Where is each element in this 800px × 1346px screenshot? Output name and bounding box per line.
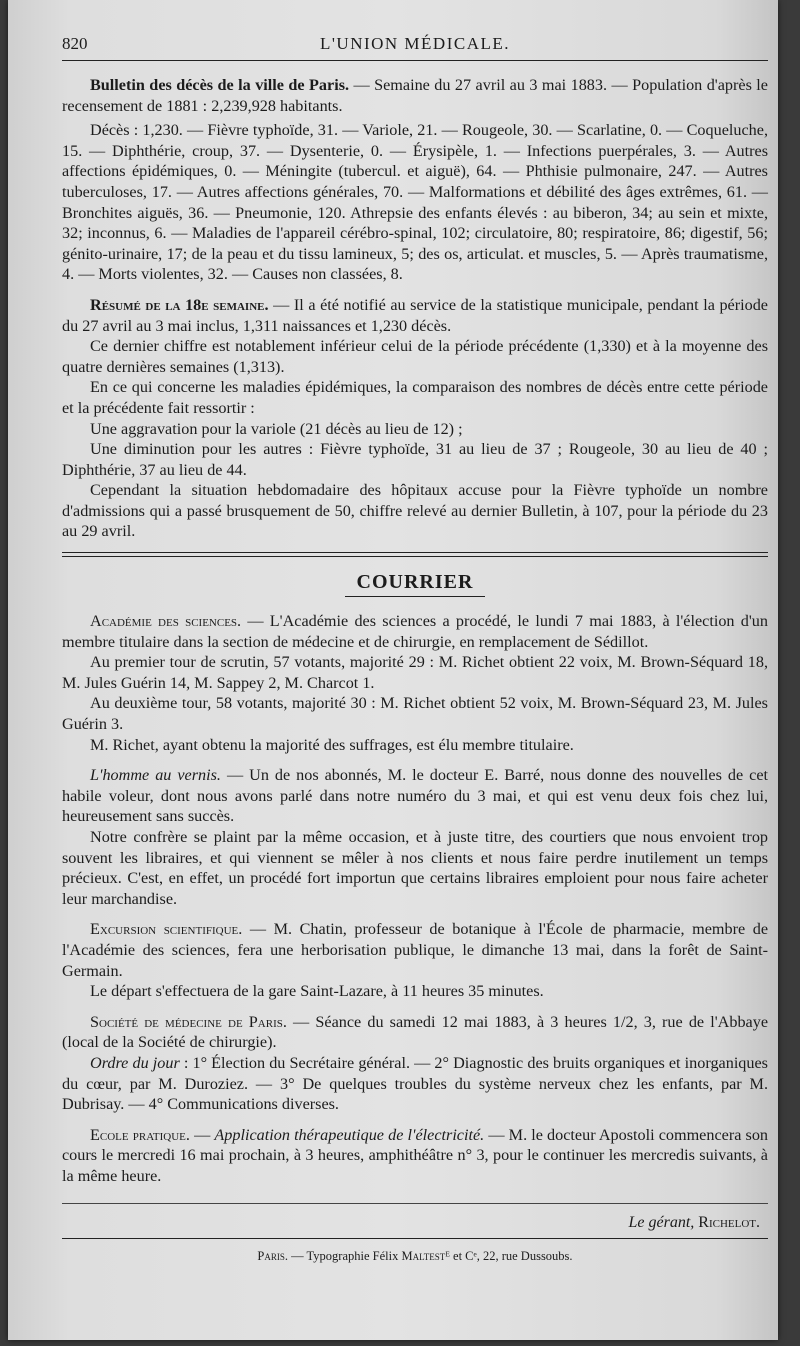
societe-p1: [62, 1012, 768, 1053]
academie-p1-text: — L'Académie des sciences a procédé, le lundi 7 mai 1883, à l'élection d'un membre titulaire dans la section de médecine et de chirurgie, en remplacement de Sédillot.: [62, 612, 768, 651]
resume-p3: En ce qui concerne les maladies épidémiques, la comparaison des nombres de décès entre cette période et la précédente fait ressortir :: [62, 378, 768, 417]
resume-label: Résumé de la 18e semaine.: [90, 295, 269, 314]
ordre-label: Ordre du jour: [90, 1053, 180, 1072]
page-sheet: [8, 0, 778, 1340]
resume-p4: Une aggravation pour la variole (21 décès au lieu de 12) ;: [90, 419, 463, 438]
imprint-text-b: et Cᵉ, 22, rue Dussoubs.: [449, 1248, 573, 1263]
page-header: [62, 28, 768, 61]
excursion-p1: [62, 919, 768, 981]
resume-p1-text: — Il a été notifié au service de la statistique municipale, pendant la période du 27 avril au 3 mai inclus, 1,311 naissances et 1,230 décès.: [62, 295, 768, 335]
homme-p2: Notre confrère se plaint par la même occasion, et à juste titre, des courtiers que nous envoient trop souvent les libraires, et qui viennent se mêler à nos clients et nous faire perdre inutilement un temps précieux. C'est, en effet, un procédé fort importun que certains libraires emploient pour nous faire acheter leur marchandise.: [62, 828, 768, 908]
signature: [62, 1214, 760, 1232]
courrier-heading: COURRIER: [345, 571, 486, 597]
excursion-p2: Le départ s'effectuera de la gare Saint-Lazare, à 11 heures 35 minutes.: [90, 982, 544, 1001]
ecole-label: Ecole pratique.: [90, 1125, 190, 1144]
societe-p1-text: — Séance du samedi 12 mai 1883, à 3 heures 1/2, 3, rue de l'Abbaye (local de la Société de chirurgie).: [62, 1012, 769, 1052]
societe-p2: [62, 1053, 768, 1115]
academie-p1: [62, 611, 768, 652]
imprint-text-a: — Typographie Félix: [288, 1248, 402, 1263]
bulletin-intro-text: — Semaine du 27 avril au 3 mai 1883. — Population d'après le recensement de 1881 : 2,239,928 habitants.: [62, 76, 768, 115]
homme-p1: [62, 765, 768, 827]
section-divider: [62, 552, 768, 557]
imprint-printer: Maltestᴱ: [401, 1248, 450, 1263]
resume-p5: Une diminution pour les autres : Fièvre typhoïde, 31 au lieu de 37 ; Rougeole, 30 au lieu de 40 ; Diphthérie, 37 au lieu de 44.: [62, 440, 768, 479]
academie-label: Académie des sciences.: [90, 612, 242, 631]
bottom-rule: [62, 1203, 768, 1204]
excursion-label: Excursion scientifique.: [90, 920, 243, 939]
ecole-p1: [62, 1125, 768, 1187]
running-title: L'UNION MÉDICALE.: [319, 34, 511, 53]
imprint-city: Paris.: [257, 1248, 289, 1263]
societe-p2-text: : 1° Élection du Secrétaire général. — 2° Diagnostic des bruits organiques et inorganiques du cœur, par M. Duroziez. — 3° De quelques troubles du système nerveux chez les enfants, par M. Dubrisay. — 4° Communications diverses.: [62, 1053, 768, 1114]
resume-p1: [62, 295, 768, 336]
courrier-heading-wrap: [62, 571, 768, 597]
imprint: [62, 1249, 768, 1264]
academie-p4: M. Richet, ayant obtenu la majorité des suffrages, est élu membre titulaire.: [90, 735, 574, 754]
excursion-p1-text: — M. Chatin, professeur de botanique à l'École de pharmacie, membre de l'Académie des sciences, fera une herborisation publique, le dimanche 13 mai, dans la forêt de Saint-Germain.: [62, 920, 768, 980]
homme-label: L'homme au vernis.: [90, 766, 221, 785]
resume-p6: Cependant la situation hebdomadaire des hôpitaux accuse pour la Fièvre typhoïde un nombre d'admissions qui a passé brusquement de 50, chiffre relevé au dernier Bulletin, à 107, pour la période du 23 au 29 avril.: [62, 481, 768, 541]
academie-p2: Au premier tour de scrutin, 57 votants, majorité 29 : M. Richet obtient 22 voix, M. Brown-Séquard 18, M. Jules Guérin 14, M. Sappey 2, M. Charcot 1.: [62, 653, 768, 692]
bulletin-deces: Décès : 1,230. — Fièvre typhoïde, 31. — Variole, 21. — Rougeole, 30. — Scarlatine, 0. — Coqueluche, 15. — Diphthérie, croup, 37. — Dysenterie, 0. — Érysipèle, 1. — Infections puerpérales, 3. — Autres affections épidémiques, 0. — Méningite (tubercul. et aiguë), 64. — Phthisie pulmonaire, 247. — Autres tuberculoses, 17. — Autres affections générales, 70. — Malformations et débilité des âges extrêmes, 61. — Bronchites aiguës, 36. — Pneumonie, 120. Athrepsie des enfants élevés : au biberon, 34; au sein et mixte, 32; inconnus, 6. — Maladies de l'appareil cérébro-spinal, 102; circulatoire, 80; respiratoire, 86; digestif, 56; génito-urinaire, 17; de la peau et du tissu lamineux, 5; des os, articulat. et muscles, 5. — Après traumatisme, 4. — Morts violentes, 32. — Causes non classées, 8.: [62, 121, 768, 284]
bulletin-intro: [62, 75, 768, 116]
academie-p3: Au deuxième tour, 58 votants, majorité 30 : M. Richet obtient 52 voix, M. Brown-Séquard 23, M. Jules Guérin 3.: [62, 694, 768, 734]
page-content: [62, 28, 768, 1264]
ecole-p1-text: — M. le docteur Apostoli commencera son cours le mercredi 16 mai prochain, à 3 heures, amphithéâtre n° 3, pour le continuer les mercredis suivants, à la même heure.: [62, 1125, 769, 1185]
societe-label: Société de médecine de Paris.: [90, 1012, 287, 1031]
ecole-dash: —: [189, 1125, 215, 1144]
ecole-subject: Application thérapeutique de l'électricité.: [214, 1125, 485, 1144]
signature-name: Richelot.: [698, 1213, 760, 1231]
page-number: 820: [62, 34, 88, 53]
bulletin-title: Bulletin des décès de la ville de Paris.: [90, 76, 350, 94]
imprint-rule: [62, 1238, 768, 1239]
resume-p2: Ce dernier chiffre est notablement inférieur celui de la période précédente (1,330) et à la moyenne des quatre dernières semaines (1,313).: [62, 337, 768, 376]
homme-p1-text: — Un de nos abonnés, M. le docteur E. Barré, nous donne des nouvelles de cet habile voleur, dont nous avons parlé dans notre numéro du 3 mai, et qui est venu deux fois chez lui, heureusement sans succès.: [62, 766, 769, 826]
signature-role: Le gérant,: [628, 1213, 695, 1231]
